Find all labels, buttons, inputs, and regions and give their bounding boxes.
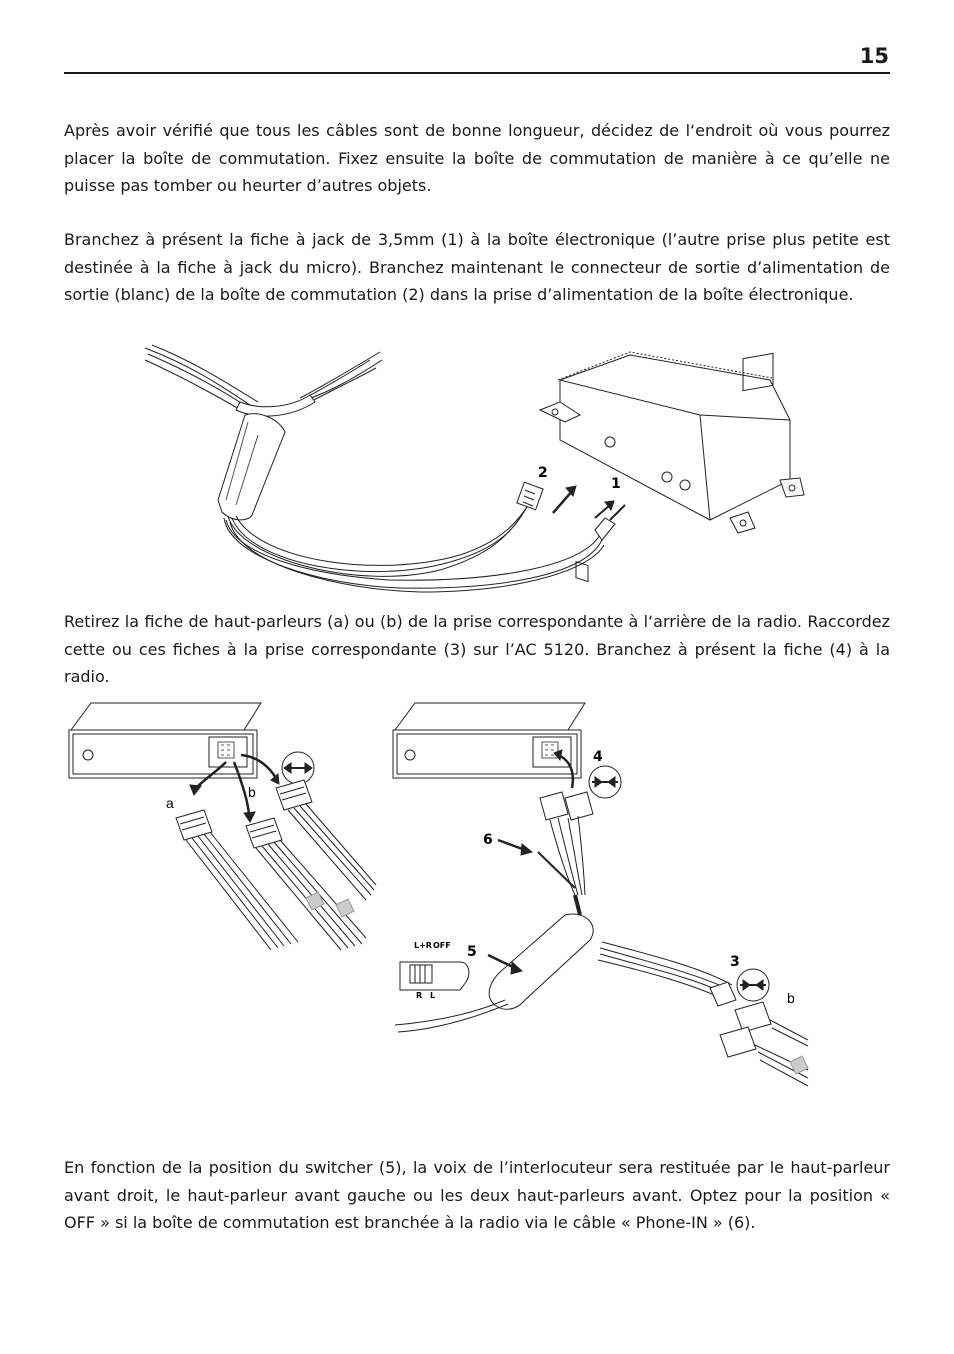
- label-4: 4: [593, 749, 603, 765]
- switch-label-r: R: [416, 991, 423, 1000]
- paragraph-speaker-plugs: Retirez la fiche de haut-parleurs (a) ou (b) de la prise correspondante à l‘arrière de la radio. Raccordez cette ou ces fiches à la prise correspondante (3) sur l’AC 5120. Branchez à présent la fiche (4) à la radio.: [64, 612, 890, 686]
- label-b-2: b: [787, 990, 795, 1006]
- figure-radio-speaker-plugs: [66, 700, 376, 960]
- switch-label-off: OFF: [433, 941, 451, 950]
- label-2: 2: [538, 465, 548, 481]
- figure-electronic-box-connection: [140, 340, 820, 600]
- switch-label-l: L: [430, 991, 436, 1000]
- figure-switcher-radio-connection: [390, 700, 810, 1095]
- label-6: 6: [483, 832, 493, 848]
- paragraph-switcher-position: En fonction de la position du switcher (5), la voix de l’interlocuteur sera restituée par le haut-parleur avant droit, le haut-parleur avant gauche ou les deux haut-parleurs avant. Optez pour la position « OFF » si la boîte de commutation est branchée à la radio via le câble « Phone-IN » (6).: [64, 1158, 890, 1232]
- label-1: 1: [611, 476, 621, 492]
- paragraph-jack-connection: Branchez à présent la fiche à jack de 3,5mm (1) à la boîte électronique (l’autre prise plus petite est destinée à la fiche à jack du micro). Branchez maintenant le connecteur de sortie d’alimentation de sortie (blanc) de la boîte de commutation (2) dans la prise d’alimentation de la boîte électronique.: [64, 230, 890, 304]
- page-number: 15: [859, 44, 889, 68]
- switch-label-lr: L+R: [414, 941, 432, 950]
- label-b: b: [248, 784, 256, 800]
- label-a: a: [166, 795, 174, 811]
- paragraph-cable-length: Après avoir vérifié que tous les câbles sont de bonne longueur, décidez de l‘endroit où vous pourrez placer la boîte de commutation. Fixez ensuite la boîte de commutation de manière à ce qu’elle ne puisse pas tomber ou heurter d’autres objets.: [64, 121, 890, 195]
- label-3: 3: [730, 954, 740, 970]
- header-rule: [64, 72, 890, 74]
- label-5: 5: [467, 944, 477, 960]
